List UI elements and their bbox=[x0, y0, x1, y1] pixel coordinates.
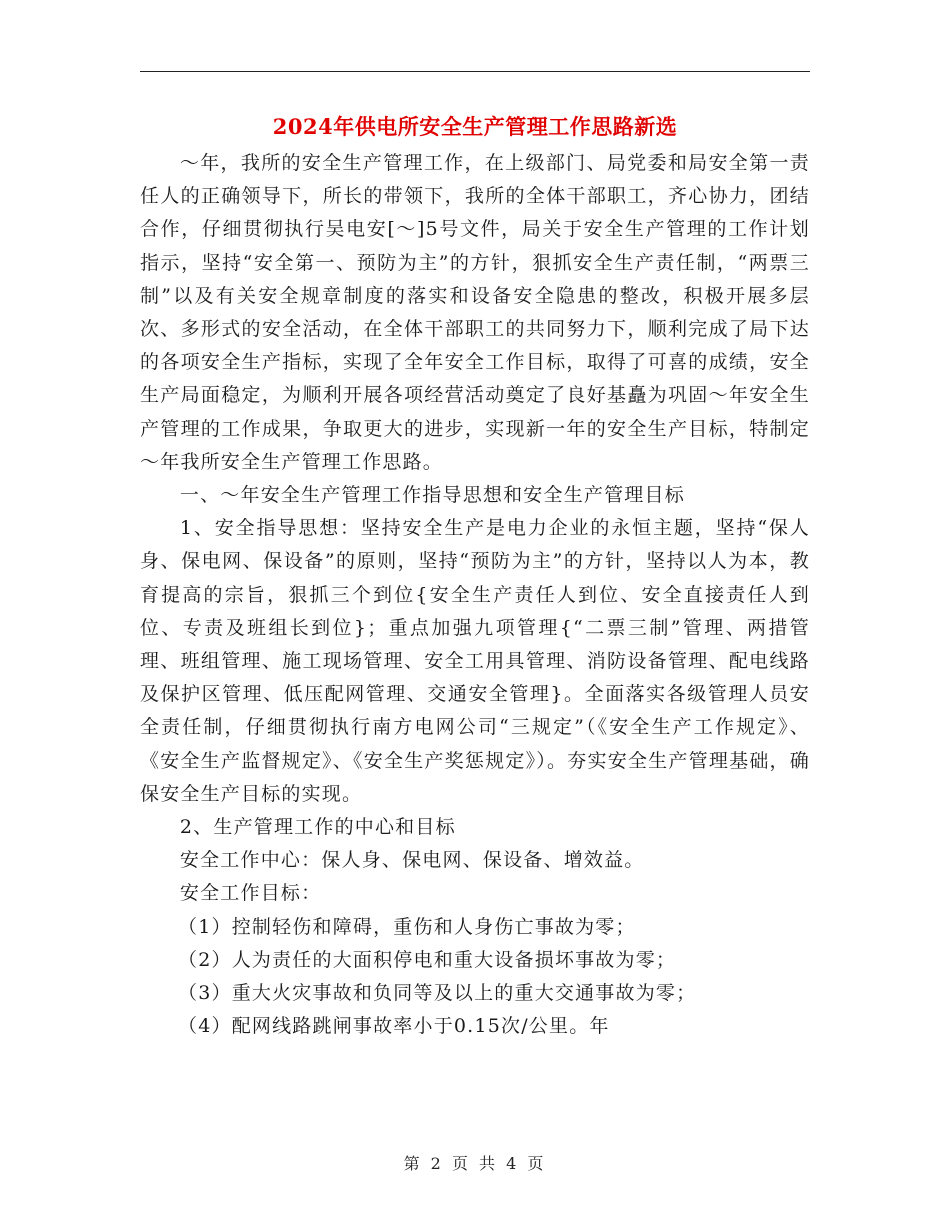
document-body bbox=[140, 147, 810, 1043]
paragraph-guiding-thought: 1、安全指导思想：坚持安全生产是电力企业的永恒主题，坚持“保人身、保电网、保设备”的原则，坚持“预防为主”的方针，坚持以人为本，教育提高的宗旨，狠抓三个到位{安全生产责任人到位、安全直接责任人到位、专责及班组长到位}；重点加强九项管理{“二票三制”管理、两措管理、班组管理、施工现场管理、安全工用具管理、消防设备管理、配电线路及保护区管理、低压配网管理、交通安全管理}。全面落实各级管理人员安全责任制，仔细贯彻执行南方电网公司“三规定”（《安全生产工作规定》、《安全生产监督规定》、《安全生产奖惩规定》）。夯实安全生产管理基础，确保安全生产目标的实现。 bbox=[140, 517, 810, 805]
list-item: （4）配网线路跳闸事故率小于0.15次/公里。年 bbox=[178, 1015, 610, 1038]
section-heading-1: 一、～年安全生产管理工作指导思想和安全生产管理目标 bbox=[179, 484, 685, 507]
subsection-heading-2: 2、生产管理工作的中心和目标 bbox=[179, 816, 456, 839]
list-item: （2）人为责任的大面积停电和重大设备损坏事故为零； bbox=[178, 948, 677, 971]
paragraph-intro: ～年，我所的安全生产管理工作，在上级部门、局党委和局安全第一责任人的正确领导下，所长的带领下，我所的全体干部职工，齐心协力，团结合作，仔细贯彻执行吴电安[～]5号文件，局关于安全生产管理的工作计划指示，坚持“安全第一、预防为主”的方针，狠抓安全生产责任制，“两票三制”以及有关安全规章制度的落实和设备安全隐患的整改，积极开展多层次、多形式的安全活动，在全体干部职工的共同努力下，顺利完成了局下达的各项安全生产指标，实现了全年安全工作目标，取得了可喜的成绩，安全生产局面稳定，为顺利开展各项经营活动奠定了良好基矗为巩固～年安全生产管理的工作成果，争取更大的进步，实现新一年的安全生产目标，特制定～年我所安全生产管理工作思路。 bbox=[140, 152, 810, 473]
paragraph-safety-center: 安全工作中心：保人身、保电网、保设备、增效益。 bbox=[179, 849, 645, 872]
list-item: （1）控制轻伤和障碍，重伤和人身伤亡事故为零； bbox=[178, 915, 636, 938]
paragraph-safety-goals: 安全工作目标： bbox=[179, 882, 322, 905]
document-title: 2024年供电所安全生产管理工作思路新选 bbox=[272, 114, 678, 139]
page-number: 第 2 页 共 4 页 bbox=[403, 1154, 547, 1173]
header-rule bbox=[140, 71, 810, 72]
list-item: （3）重大火灾事故和负同等及以上的重大交通事故为零； bbox=[178, 982, 697, 1005]
